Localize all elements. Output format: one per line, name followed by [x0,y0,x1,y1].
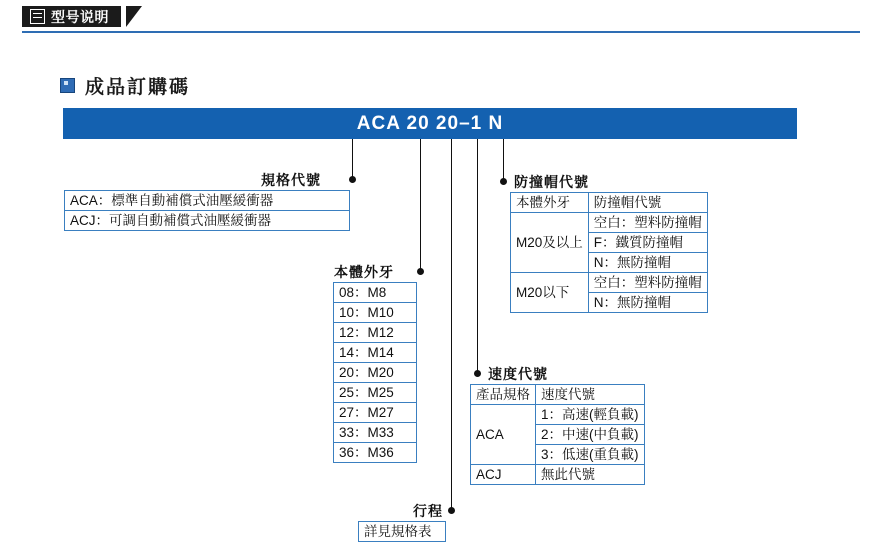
page-title-label: 成品訂購碼 [85,77,191,98]
table-row [471,385,645,405]
bumper-cap-header-thread: 本體外牙 [511,193,589,213]
spec-code-table [64,190,350,231]
speed-code-option: 2：中速(中負載) [536,425,645,445]
speed-code-header-code: 速度代號 [536,385,645,405]
stroke-cell: 詳見規格表 [359,522,446,542]
table-row [334,403,417,423]
body-thread-cell: 12：M12 [334,323,417,343]
spec-code-cell: ACA：標準自動補償式油壓緩衝器 [65,191,350,211]
leader-dot-bumper [500,178,507,185]
table-row [471,465,645,485]
spec-code-cell: ACJ：可調自動補償式油壓緩衝器 [65,211,350,231]
leader-dot-speed [474,370,481,377]
bumper-cap-option: F：鐵質防撞帽 [588,233,707,253]
table-row [334,283,417,303]
body-thread-cell: 27：M27 [334,403,417,423]
table-row [334,423,417,443]
speed-code-header-product: 產品規格 [471,385,536,405]
leader-dot-stroke [448,507,455,514]
bumper-cap-option: N：無防撞帽 [588,293,707,313]
spec-code-caption: 規格代號 [261,170,321,192]
page-header [0,0,879,36]
bumper-cap-thread-group: M20及以上 [511,213,589,273]
speed-code-product: ACA [471,405,536,465]
table-row [65,211,350,231]
speed-code-table [470,384,645,485]
table-row [359,522,446,542]
body-thread-caption: 本體外牙 [334,262,394,284]
body-thread-cell: 36：M36 [334,443,417,463]
table-row [511,213,708,233]
table-row [334,443,417,463]
header-tab-slant [126,6,142,27]
table-row [334,303,417,323]
table-row [65,191,350,211]
table-row [471,405,645,425]
document-icon [30,9,45,24]
bumper-cap-option: 空白：塑料防撞帽 [588,273,707,293]
bumper-cap-caption: 防撞帽代號 [514,172,589,194]
leader-line-bumper [503,139,504,181]
square-bullet-icon [60,78,75,93]
body-thread-cell: 20：M20 [334,363,417,383]
leader-line-stroke [451,139,452,510]
body-thread-table [333,282,417,463]
header-tab-label: 型号说明 [51,8,109,25]
bumper-cap-option: 空白：塑料防撞帽 [588,213,707,233]
bumper-cap-option: N：無防撞帽 [588,253,707,273]
leader-dot-spec [349,176,356,183]
order-code-text: ACA 20 20–1 N [356,112,504,134]
stroke-caption: 行程 [413,501,443,523]
speed-code-option: 無此代號 [536,465,645,485]
leader-line-spec [352,139,353,179]
table-row [334,383,417,403]
body-thread-cell: 10：M10 [334,303,417,323]
table-row [334,343,417,363]
body-thread-cell: 25：M25 [334,383,417,403]
stroke-table [358,521,446,542]
bumper-cap-header-code: 防撞帽代號 [588,193,707,213]
speed-code-option: 1：高速(輕負載) [536,405,645,425]
body-thread-cell: 33：M33 [334,423,417,443]
table-row [334,363,417,383]
table-row [511,273,708,293]
body-thread-cell: 08：M8 [334,283,417,303]
speed-code-product: ACJ [471,465,536,485]
bumper-cap-thread-group: M20以下 [511,273,589,313]
bumper-cap-table [510,192,708,313]
table-row [334,323,417,343]
body-thread-cell: 14：M14 [334,343,417,363]
header-divider [22,31,860,33]
order-code-banner [63,108,797,139]
header-tab [22,6,121,27]
table-row [511,193,708,213]
page-title [60,72,190,99]
leader-dot-thread [417,268,424,275]
leader-line-speed [477,139,478,373]
speed-code-caption: 速度代號 [488,364,548,386]
speed-code-option: 3：低速(重負載) [536,445,645,465]
leader-line-thread [420,139,421,271]
